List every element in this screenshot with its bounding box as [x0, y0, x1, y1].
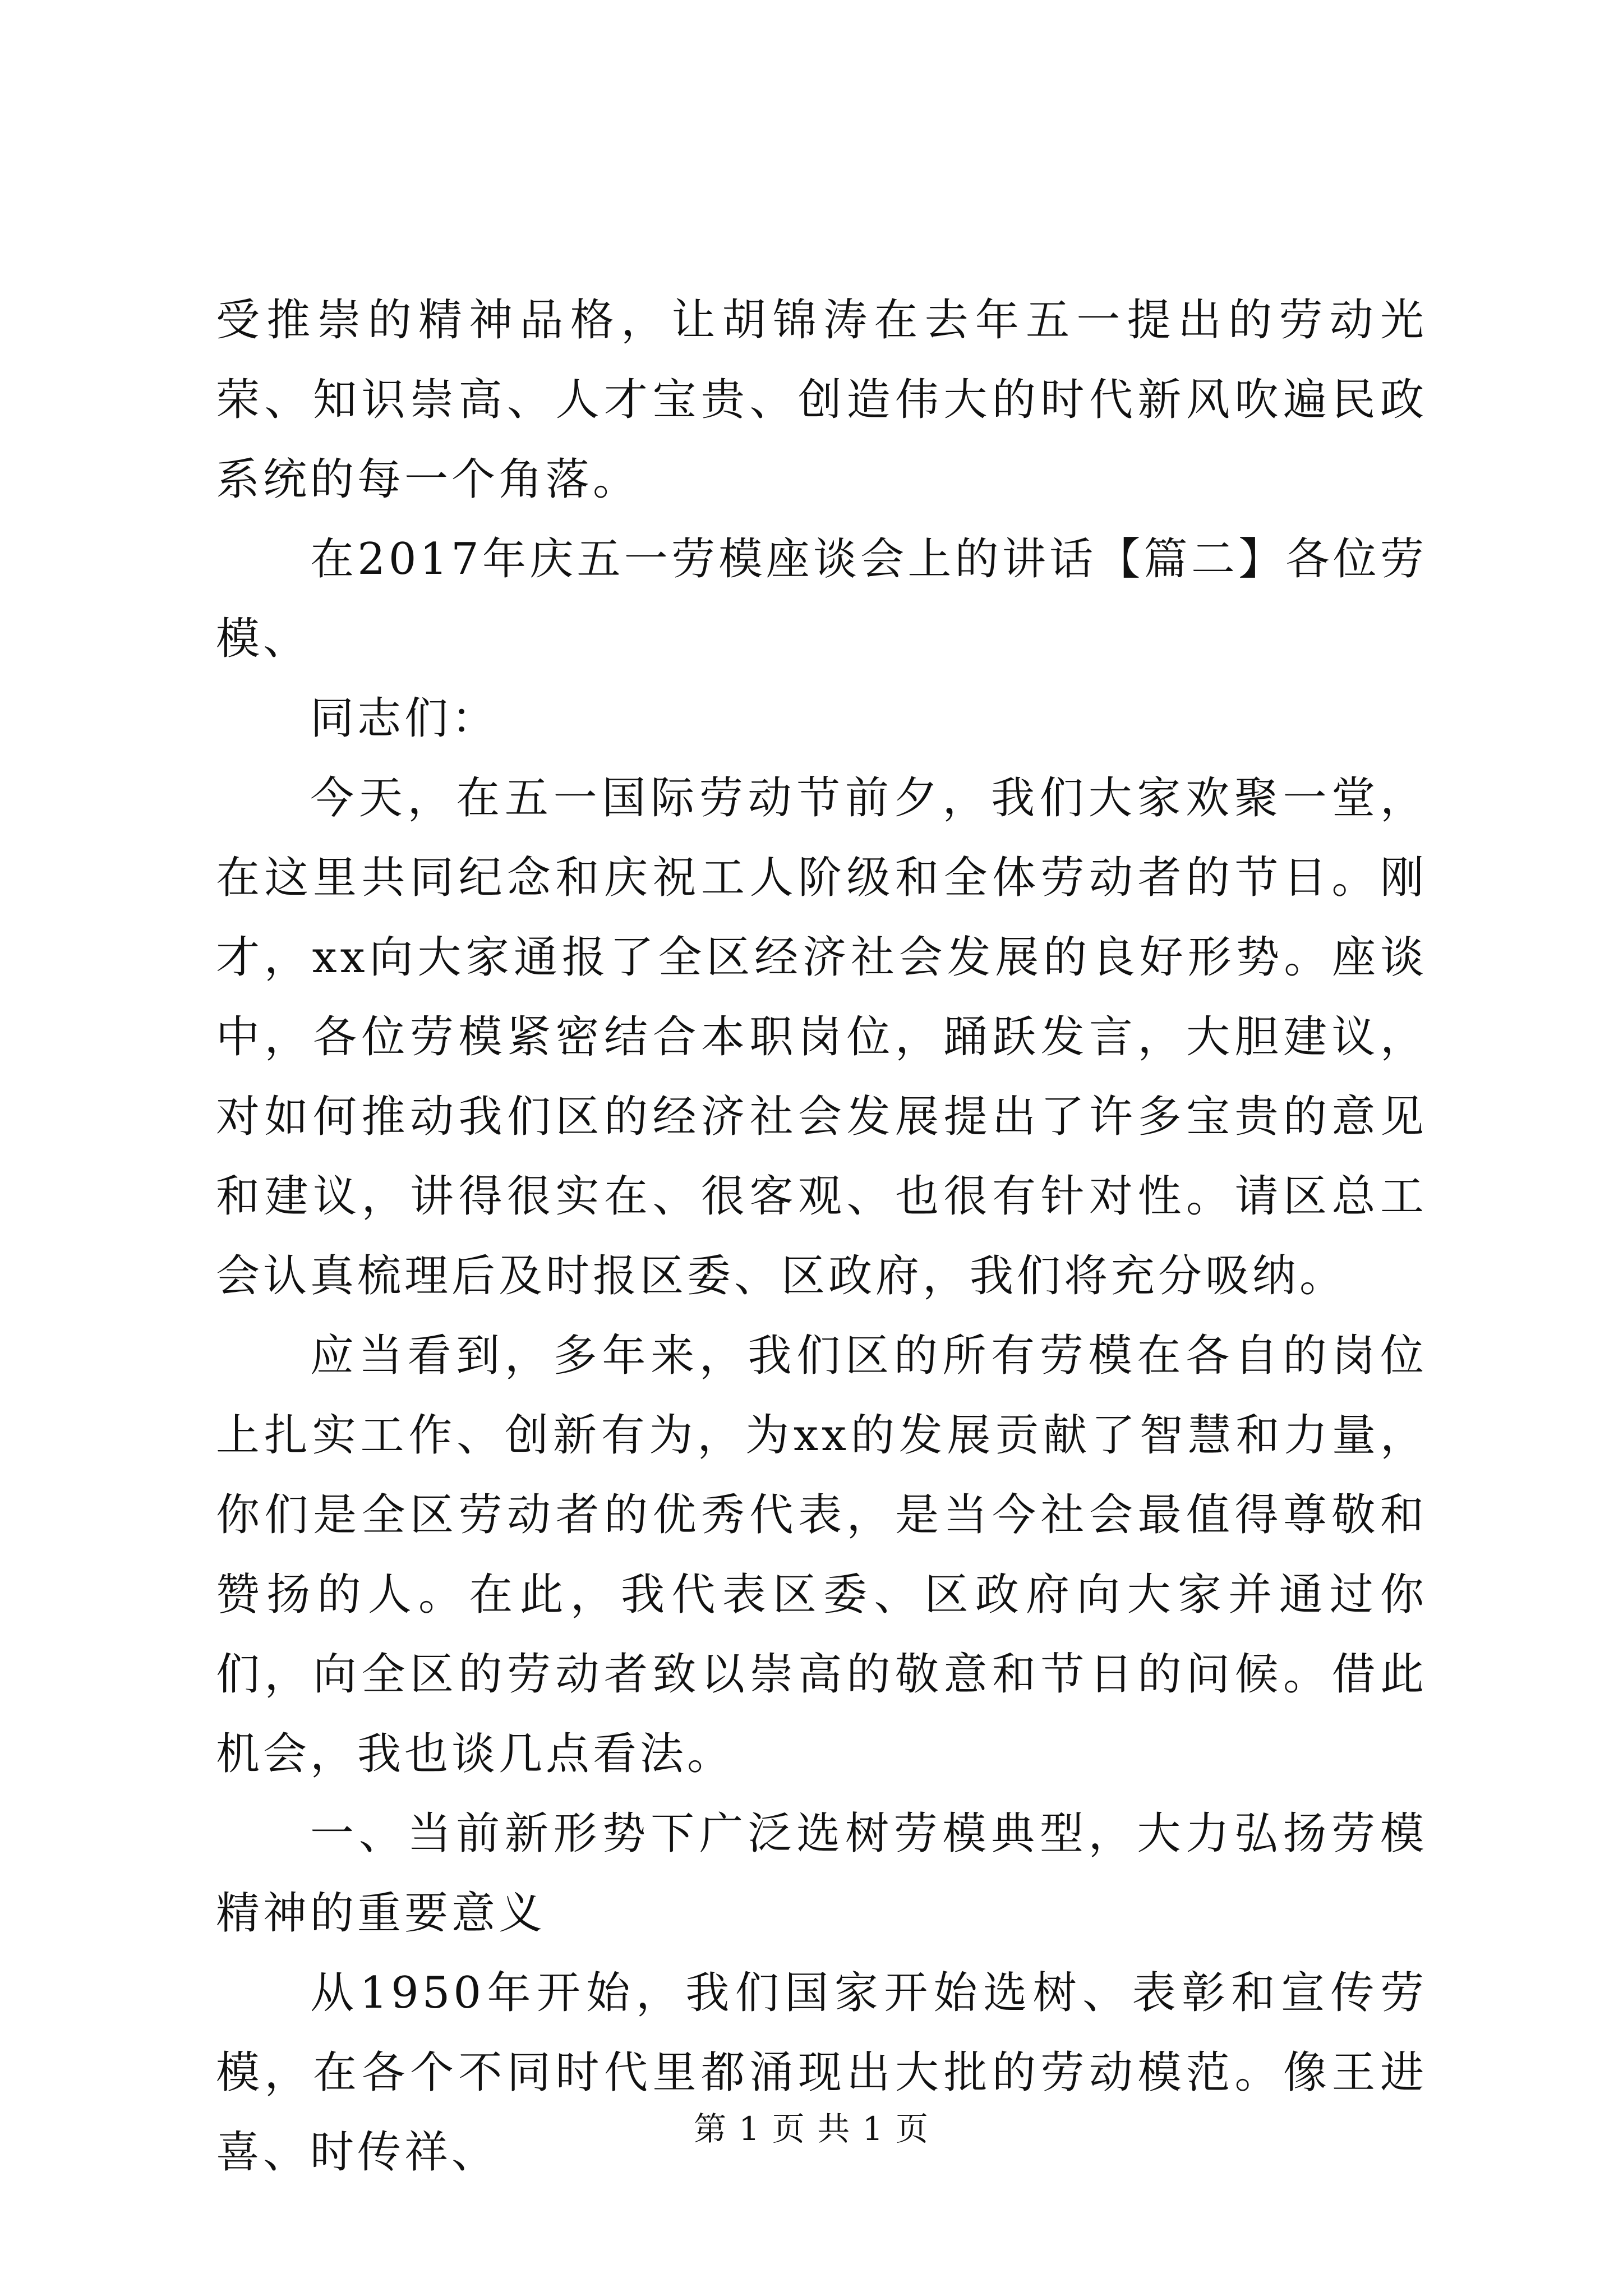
document-body: [216, 280, 1427, 2192]
body-paragraph: 今天，在五一国际劳动节前夕，我们大家欢聚一堂，在这里共同纪念和庆祝工人阶级和全体劳动者的节日。刚才，xx向大家通报了全区经济社会发展的良好形势。座谈中，各位劳模紧密结合本职岗位，踊跃发言，大胆建议，对如何推动我们区的经济社会发展提出了许多宝贵的意见和建议，讲得很实在、很客观、也很有针对性。请区总工会认真梳理后及时报区委、区政府，我们将充分吸纳。: [216, 773, 1427, 1301]
section-heading-paragraph: 在2017年庆五一劳模座谈会上的讲话【篇二】各位劳模、: [216, 534, 1427, 664]
body-paragraph: 从1950年开始，我们国家开始选树、表彰和宣传劳模，在各个不同时代里都涌现出大批的劳动模范。像王进喜、时传祥、: [216, 1968, 1427, 2178]
salutation-paragraph: 同志们：: [310, 693, 499, 744]
numbered-heading-paragraph: 一、当前新形势下广泛选树劳模典型，大力弘扬劳模精神的重要意义: [216, 1809, 1427, 1939]
page-footer: 第 1 页 共 1 页: [694, 2110, 929, 2148]
paragraph-continuation: 受推崇的精神品格，让胡锦涛在去年五一提出的劳动光荣、知识崇高、人才宝贵、创造伟大的时代新风吹遍民政系统的每一个角落。: [216, 295, 1427, 505]
body-paragraph: 应当看到，多年来，我们区的所有劳模在各自的岗位上扎实工作、创新有为，为xx的发展贡献了智慧和力量，你们是全区劳动者的优秀代表，是当今社会最值得尊敬和赞扬的人。在此，我代表区委、区政府向大家并通过你们，向全区的劳动者致以崇高的敬意和节日的问候。借此机会，我也谈几点看法。: [216, 1331, 1427, 1779]
